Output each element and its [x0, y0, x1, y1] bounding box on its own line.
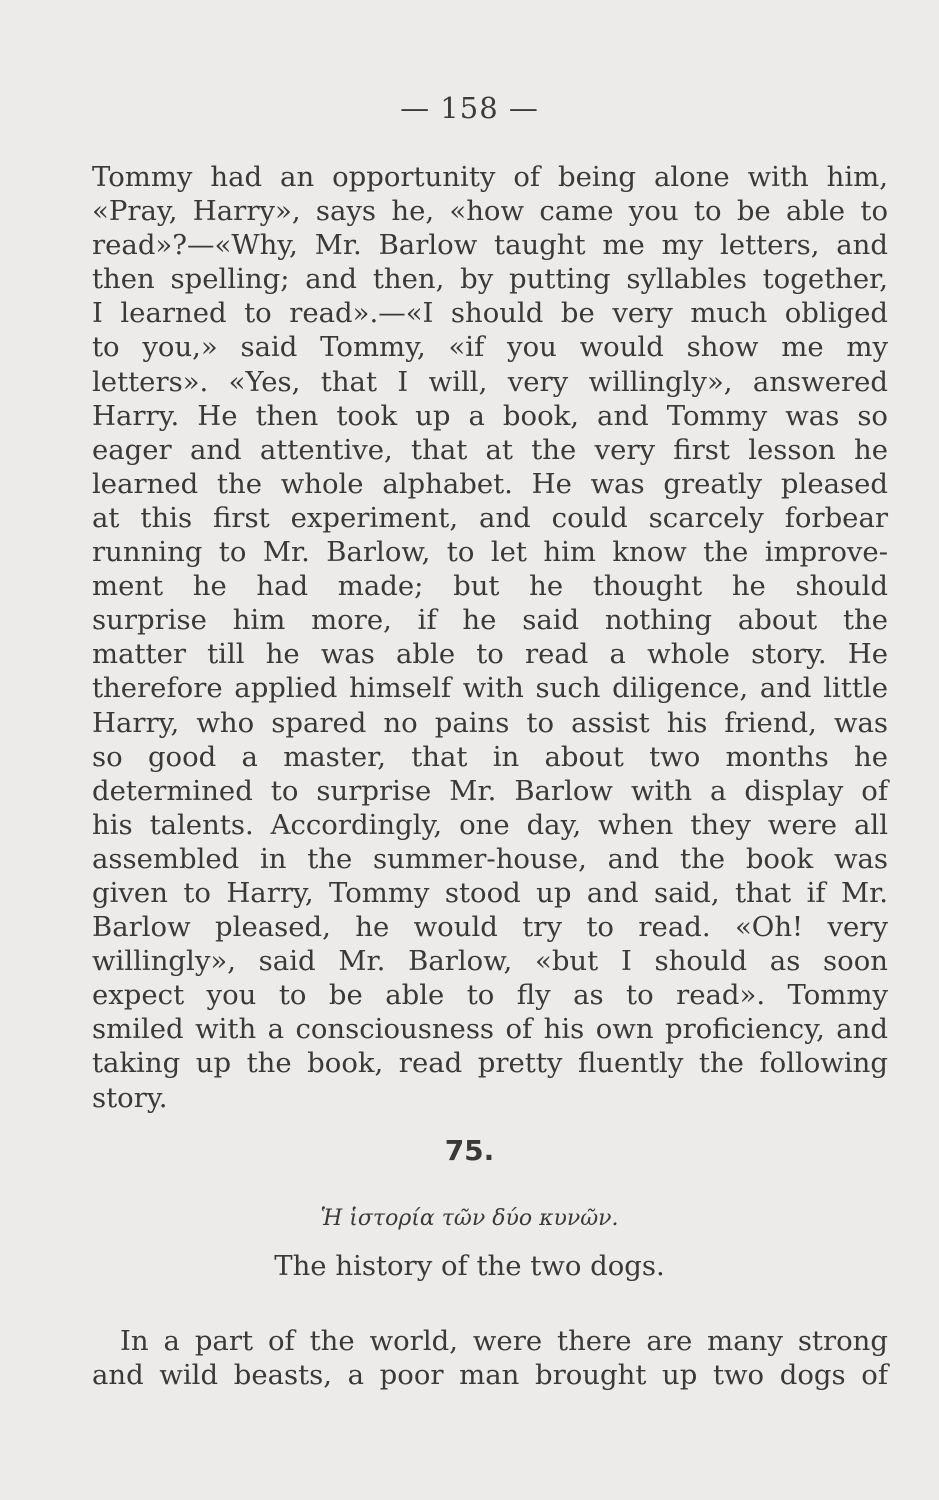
text-line: ment he had made; but he thought he should: [92, 570, 888, 603]
text-line: story.: [92, 1081, 168, 1114]
text-line: smiled with a consciousness of his own proficiency, and: [92, 1013, 888, 1046]
text-line: I learned to read».—«I should be very much obliged: [92, 297, 888, 330]
text-line: to you,» said Tommy, «if you would show me my: [92, 331, 888, 364]
english-title: The history of the two dogs.: [274, 1250, 665, 1282]
text-line: letters». «Yes, that I will, very willingly», answered: [92, 365, 888, 398]
greek-title: Ἡ ἱστορία τῶν δύο κυνῶν.: [320, 1206, 619, 1231]
text-line: given to Harry, Tommy stood up and said, that if Mr.: [92, 876, 888, 909]
text-line: eager and attentive, that at the very first lesson he: [92, 433, 888, 466]
text-line: read»?—«Why, Mr. Barlow taught me my letters, and: [92, 229, 888, 262]
text-line: at this first experiment, and could scarcely forbear: [92, 501, 888, 534]
text-line: Harry, who spared no pains to assist his friend, was: [92, 706, 888, 739]
text-line: surprise him more, if he said nothing about the: [92, 604, 888, 637]
body-paragraph: [92, 160, 888, 1115]
text-line: willingly», said Mr. Barlow, «but I should as soon: [92, 945, 888, 978]
text-line: expect you to be able to fly as to read». Tommy: [92, 979, 888, 1012]
text-line: his talents. Accordingly, one day, when they were all: [92, 808, 888, 841]
text-line: «Pray, Harry», says he, «how came you to be able to: [92, 195, 888, 228]
text-line: therefore applied himself with such diligence, and little: [92, 672, 888, 705]
text-line: learned the whole alphabet. He was greatly pleased: [92, 467, 888, 500]
section-number: 75.: [444, 1134, 495, 1167]
text-line: matter till he was able to read a whole story. He: [92, 638, 888, 671]
text-line: Tommy had an opportunity of being alone with him,: [92, 161, 888, 193]
text-line: Barlow pleased, he would try to read. «Oh! very: [92, 911, 888, 944]
page-number: — 158 —: [400, 91, 539, 125]
text-line: assembled in the summer-house, and the book was: [92, 842, 888, 875]
text-line: taking up the book, read pretty fluently the following: [92, 1047, 888, 1080]
text-line: Harry. He then took up a book, and Tommy was so: [92, 399, 888, 432]
text-line: running to Mr. Barlow, to let him know the improve-: [92, 536, 888, 569]
text-line: determined to surprise Mr. Barlow with a display of: [92, 774, 888, 807]
text-line: so good a master, that in about two months he: [92, 740, 888, 773]
text-line: In a part of the world, were there are many strong: [120, 1325, 888, 1357]
story-paragraph: [92, 1324, 888, 1392]
text-line: and wild beasts, a poor man brought up two dogs of: [92, 1359, 888, 1391]
text-line: then spelling; and then, by putting syllables together,: [92, 263, 888, 296]
